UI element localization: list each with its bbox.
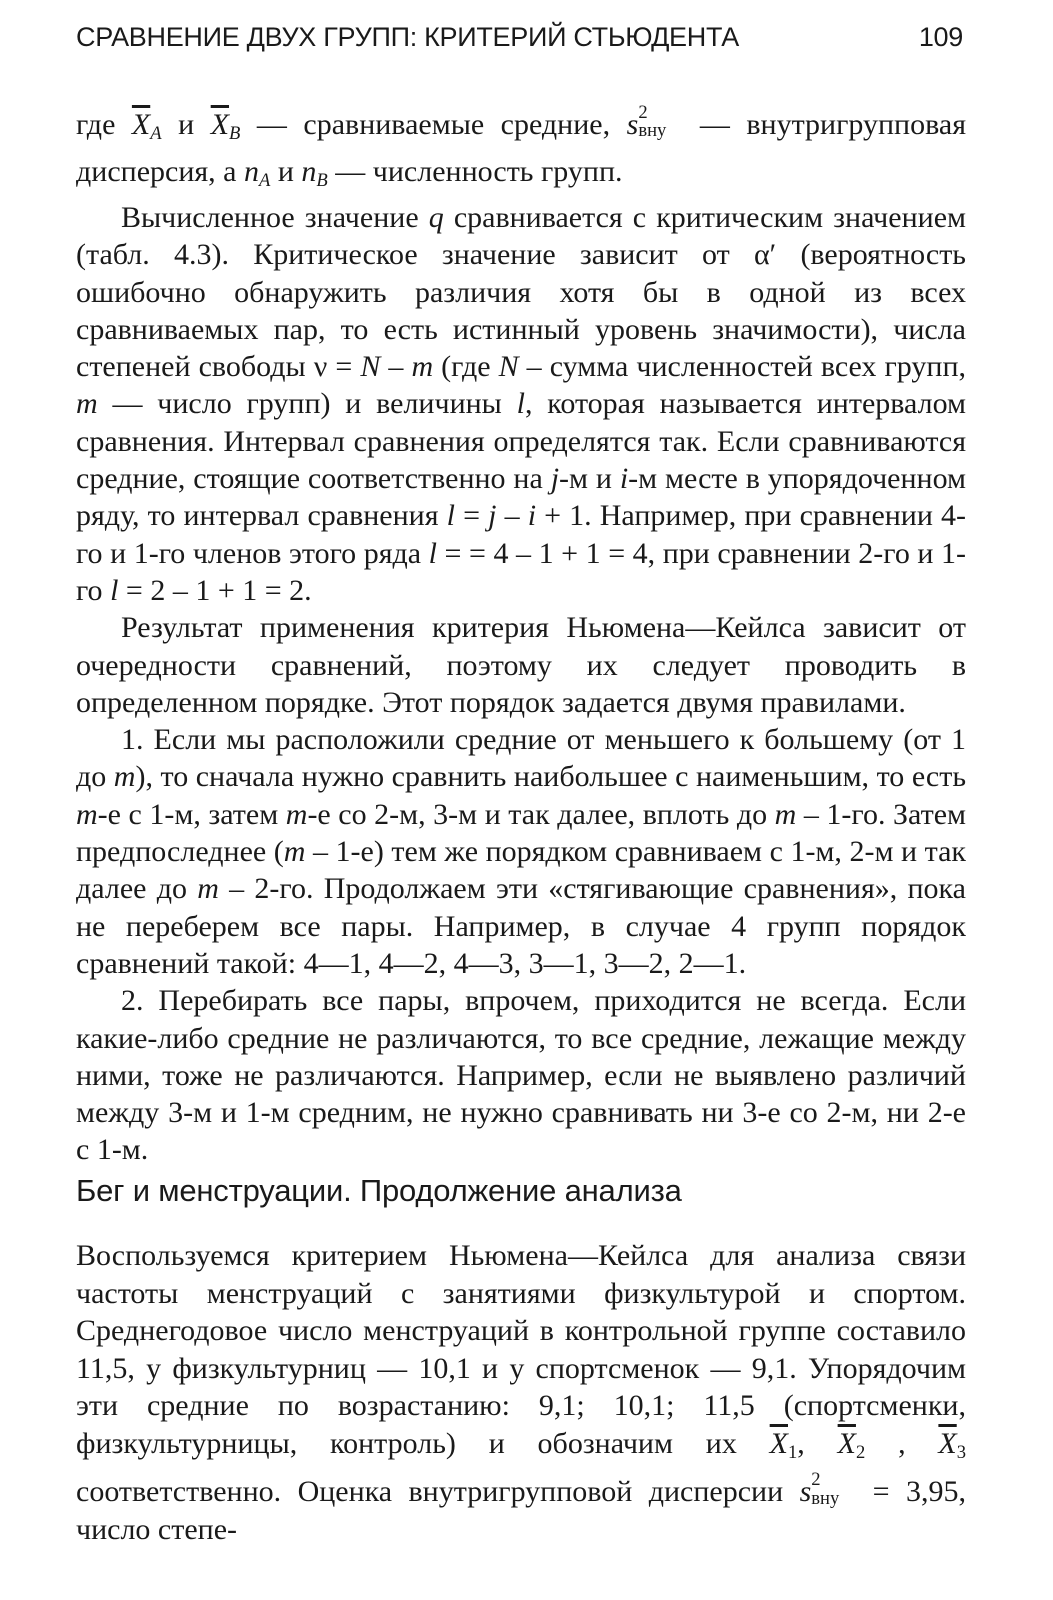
subscript: 2 xyxy=(855,1441,866,1463)
math-var: i xyxy=(527,499,537,533)
subscript: B xyxy=(229,123,241,145)
text-run: , xyxy=(865,1426,939,1460)
superscript: 2 xyxy=(638,101,648,123)
text-run: = 2 – 1 + 1 = 2. xyxy=(118,573,312,607)
text-run: -м месте в упорядоченном ряду, то интервал сравнения xyxy=(76,462,966,533)
text-run: , xyxy=(797,1426,838,1460)
math-var: m xyxy=(774,797,797,831)
mean-symbol-a: $\overline{X}$ xyxy=(131,108,151,141)
text-run: + 1. Например, при сравнении 4-го и 1-го членов этого ряда xyxy=(76,499,967,570)
text-run: = xyxy=(454,499,489,533)
intro-paragraph xyxy=(76,101,966,199)
math-var: q xyxy=(428,201,444,234)
math-var: m xyxy=(76,387,98,421)
n-symbol: n xyxy=(244,154,259,188)
text-run: и xyxy=(270,154,302,188)
text-run: и xyxy=(161,108,211,141)
subscript: 3 xyxy=(956,1441,967,1463)
subscript: B xyxy=(316,169,328,191)
math-var: N xyxy=(360,350,381,384)
text-run: – xyxy=(380,350,412,384)
text-run: -е со 2-м, 3-м и так далее, вплоть до xyxy=(307,797,775,831)
text-run: — число групп) и величины xyxy=(97,387,517,421)
mean-symbol-1: $\overline{X}$ xyxy=(769,1426,788,1460)
page-number: 109 xyxy=(918,22,963,52)
math-var: i xyxy=(619,462,629,496)
mean-symbol-2: $\overline{X}$ xyxy=(837,1426,856,1460)
text-run: – 1-е) тем же порядком сравниваем с 1-м, 2-м и так далее до xyxy=(76,835,966,906)
text-run: соответственно. Оценка внутригрупповой дисперсии xyxy=(76,1475,800,1509)
text-run: – сумма численностей всех групп, xyxy=(518,350,966,384)
text-run: — численность групп. xyxy=(327,154,623,188)
rule-1 xyxy=(76,721,966,982)
variance-symbol: s xyxy=(626,108,639,141)
rule-2: 2. Перебирать все пары, впрочем, приходится не всегда. Если какие-либо средние не различаются, то все средние, лежащие между ними, тоже не различаются. Например, если не выявлено различий между 3-м и 1-м средним, не нужно сравнивать ни 3-е со 2-м, ни 2-е с 1-м. xyxy=(76,984,966,1167)
math-var: m xyxy=(411,350,434,384)
subscript: 1 xyxy=(788,1441,798,1463)
main-text xyxy=(76,101,967,1169)
subscript: A xyxy=(150,123,162,145)
section-text xyxy=(76,1237,966,1548)
sub-sup-stack xyxy=(638,101,683,142)
header-title: СРАВНЕНИЕ ДВУХ ГРУПП: КРИТЕРИЙ СТЬЮДЕНТА xyxy=(76,22,739,52)
text-run: где xyxy=(76,108,132,141)
paragraph-analysis xyxy=(76,1237,966,1548)
text-run: = = 4 – 1 + 1 = 4, при сравнении 2-го и 1-го xyxy=(76,536,967,607)
variance-symbol: s xyxy=(799,1475,812,1509)
math-var: m xyxy=(113,760,136,794)
math-var: j xyxy=(550,462,560,496)
text-run: – 1-го. Затем предпоследнее ( xyxy=(76,797,966,869)
subscript: A xyxy=(259,169,271,191)
text-run: сравнивается с критическим значением (табл. 4.3). Критическое значение зависит от α′ (вероятность ошибочно обнаружить различия хотя бы в одной из всех сравниваемых пар, то есть истинный уровень значимости), числа степеней свободы ν = xyxy=(76,201,966,384)
math-var: m xyxy=(283,835,306,869)
math-var: l xyxy=(516,387,525,421)
mean-symbol-b: $\overline{X}$ xyxy=(210,108,230,141)
math-var: m xyxy=(197,872,219,906)
text-run: -е с 1-м, затем xyxy=(97,797,286,831)
text-run: (где xyxy=(433,350,499,384)
text-run: – xyxy=(496,499,528,533)
subscript: вну xyxy=(811,1487,840,1509)
superscript: 2 xyxy=(811,1468,821,1490)
section-heading: Бег и менструации. Продолжение анализа xyxy=(76,1173,682,1208)
text-run: = 3,95, число степе- xyxy=(76,1475,967,1546)
subscript: вну xyxy=(638,120,667,142)
math-var: l xyxy=(110,573,119,607)
math-var: l xyxy=(446,499,455,533)
paragraph-order: Результат применения критерия Ньюмена—Кейлса зависит от очередности сравнений, поэтому их следует проводить в определенном порядке. Этот порядок задается двумя правилами. xyxy=(76,611,966,719)
math-var: j xyxy=(488,499,497,533)
math-var: l xyxy=(428,536,437,570)
text-run: Воспользуемся критерием Ньюмена—Кейлса для анализа связи частоты менструаций с занятиями физкультурой и спортом. Среднегодовое число менструаций в контрольной группе составило 11,5, у физкультурниц — 10,1 и у спортсменок — 9,1. Упорядочим эти средние по возрастанию: 9,1; 10,1; 11,5 (спортсменки, физкультурницы, контроль) и обозначим их xyxy=(76,1239,966,1460)
running-header xyxy=(76,22,963,62)
math-var: m xyxy=(285,797,308,831)
n-symbol: n xyxy=(301,154,317,188)
text-run: -м и xyxy=(559,462,620,496)
sub-sup-stack xyxy=(811,1468,856,1509)
text-run: , которая называется интервалом сравнения. Интервал сравнения определятся так. Если сравниваются средние, стоящие соответственно на xyxy=(76,387,966,496)
mean-symbol-3: $\overline{X}$ xyxy=(938,1426,957,1460)
math-var: N xyxy=(498,350,519,384)
math-var: m xyxy=(76,797,98,831)
text-run: ), то сначала нужно сравнить наибольшее с наименьшим, то есть xyxy=(135,760,966,794)
text-run: — внутригрупповая дисперсия, а xyxy=(76,108,966,188)
text-run: – 2-го. Продолжаем эти «стягивающие сравнения», пока не переберем все пары. Например, в случае 4 групп порядок сравнений такой: 4—1, 4—2, 4—3, 3—1, 3—2, 2—1. xyxy=(76,872,966,980)
text-run: Вычисленное значение xyxy=(121,201,429,234)
paragraph-critical-value xyxy=(76,199,966,609)
text-run: — сравниваемые средние, xyxy=(240,108,627,141)
text-run: 1. Если мы расположили средние от меньшего к большему (от 1 до xyxy=(76,723,966,794)
